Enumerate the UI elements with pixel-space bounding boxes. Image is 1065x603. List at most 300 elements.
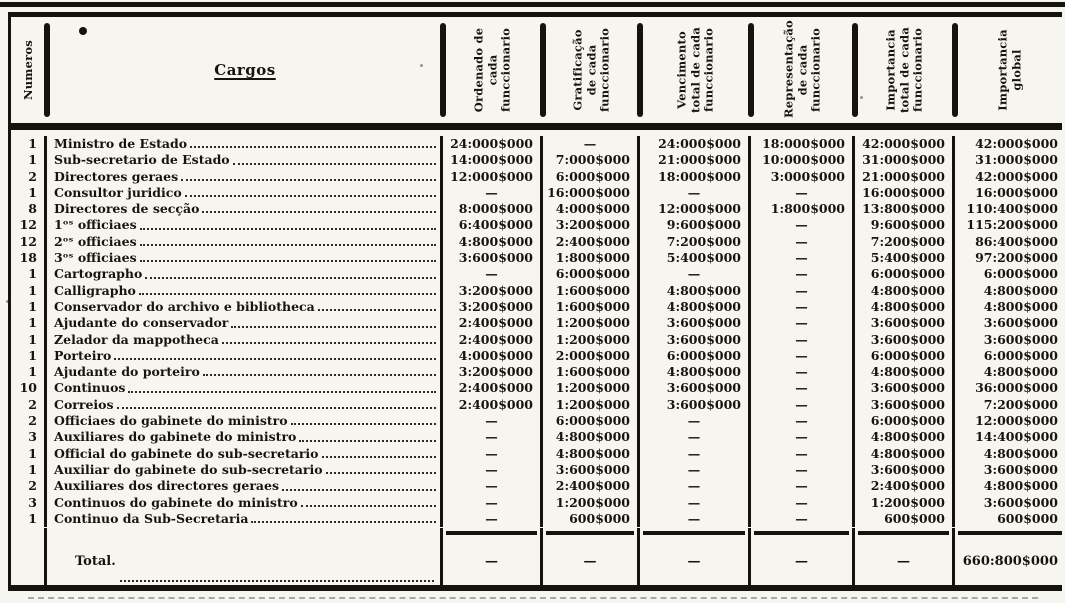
numeros-cell: 1 [11,266,47,282]
cargo-cell [47,201,443,217]
vencimento-cell: 3:600$000 [640,380,751,396]
ordenado-cell: 3:600$000 [443,250,543,266]
importancia-global-cell: 14:400$000 [975,429,1058,445]
importancia-total-cell: 6:000$000 [855,348,955,364]
vencimento-cell: — [640,478,751,494]
representacao-cell: — [751,185,855,201]
cargo-cell [47,478,443,494]
importancia-global-cell: 4:800$000 [983,445,1058,461]
vencimento-cell: 6:000$000 [640,348,751,364]
vencimento-cell: 3:600$000 [640,332,751,348]
total-label-cell [47,528,443,586]
cargo-cell [47,397,443,413]
table-row [11,217,1062,233]
cargo-name: Continuos do gabinete do ministro [54,494,298,510]
ordenado-cell: 14:000$000 [443,152,543,168]
representacao-cell: — [751,495,855,511]
importancia-global-cell: 115:200$000 [966,217,1058,233]
gratificacao-cell: 1:200$000 [543,397,640,413]
gratificacao-cell: 4:000$000 [543,201,640,217]
importancia-global-cell: 6:000$000 [983,347,1058,363]
gratificacao-cell: 1:800$000 [543,250,640,266]
vencimento-cell: 18:000$000 [640,169,751,185]
cargo-name: Auxiliar do gabinete do sub-secretario [54,461,323,477]
dot-leader [190,146,436,148]
cargo-cell [47,332,443,348]
gratificacao-cell: 16:000$000 [543,185,640,201]
dot-leader [318,309,436,311]
vencimento-cell: — [640,495,751,511]
table-row [11,478,1062,494]
importancia-global-cell: 4:800$000 [983,298,1058,314]
cargo-cell [47,169,443,185]
col-header-vencimento-label: Vencimento total de cada funccionario [674,26,716,114]
col-header-importancia-total [855,17,955,123]
cargo-cell [47,250,443,266]
col-header-representacao-label: Representação de cada funccionario [781,20,823,118]
cargo-name: Auxiliares dos directores geraes [54,478,280,494]
importancia-global-cell: 600$000 [997,510,1058,526]
dot-leader [291,423,436,425]
vencimento-cell: — [640,462,751,478]
col-header-cargos-label: Cargos [214,61,276,79]
importancia-total-cell: 31:000$000 [855,152,955,168]
representacao-cell: 1:800$000 [751,201,855,217]
importancia-global-cell: 3:600$000 [983,461,1058,477]
dot-leader [140,260,436,262]
numeros-cell: 1 [11,299,47,315]
vencimento-cell: — [640,446,751,462]
cargo-cell [47,364,443,380]
dot-leader [222,342,436,344]
cargo-cell [47,266,443,282]
cargo-name: Conservador do archivo e bibliotheca [54,298,315,314]
col-header-numeros-label: Numeros [21,40,36,100]
representacao-cell: — [751,429,855,445]
cargo-cell [47,380,443,396]
table-row [11,397,1062,413]
representacao-cell: — [751,413,855,429]
numeros-cell: 2 [11,397,47,413]
cargo-name: Official do gabinete do sub-secretario [54,445,319,461]
importancia-total-cell: 600$000 [855,511,955,527]
dot-leader [233,163,436,165]
vencimento-cell: 7:200$000 [640,234,751,250]
gratificacao-cell: 4:800$000 [543,446,640,462]
importancia-total-cell: 4:800$000 [855,364,955,380]
gratificacao-cell: 1:600$000 [543,299,640,315]
importancia-total-cell: 7:200$000 [855,234,955,250]
ink-speck [6,300,9,303]
table-row [11,250,1062,266]
numeros-cell: 1 [11,462,47,478]
vencimento-cell: 3:600$000 [640,397,751,413]
representacao-cell: 10:000$000 [751,152,855,168]
gratificacao-cell: 2:400$000 [543,234,640,250]
col-header-numeros [11,17,47,123]
dot-leader [120,580,434,582]
numeros-cell: 12 [11,234,47,250]
importancia-global-cell: 97:200$000 [975,250,1058,266]
dot-leader [128,391,436,393]
importancia-total-cell: 5:400$000 [855,250,955,266]
representacao-cell: — [751,511,855,527]
dot-leader [145,277,436,279]
gratificacao-cell: 6:000$000 [543,266,640,282]
total-representacao-cell: — [751,528,855,586]
table-row [11,299,1062,315]
importancia-total-cell: 21:000$000 [855,169,955,185]
table-row [11,429,1062,445]
cargo-name: 2ᵒˢ officiaes [54,233,137,249]
importancia-total-cell: 4:800$000 [855,429,955,445]
importancia-total-cell: 16:000$000 [855,185,955,201]
cargo-name: Sub-secretario de Estado [54,152,230,168]
numeros-cell: 2 [11,413,47,429]
table-row [11,348,1062,364]
ordenado-cell: — [443,462,543,478]
numeros-cell: 1 [11,185,47,201]
dot-leader [231,326,436,328]
gratificacao-cell: 1:200$000 [543,495,640,511]
representacao-cell: 18:000$000 [751,136,855,152]
representacao-cell: — [751,364,855,380]
dot-leader [322,456,436,458]
cargo-cell [47,136,443,152]
table-row [11,495,1062,511]
cargo-name: 3ᵒˢ officiaes [54,250,137,266]
gratificacao-cell: 4:800$000 [543,429,640,445]
cargo-name: Consultor juridico [54,184,182,200]
col-header-gratificacao [543,17,640,123]
cargo-cell [47,495,443,511]
total-gratificacao-cell: — [543,528,640,586]
cargo-cell [47,299,443,315]
cargo-cell [47,462,443,478]
numeros-cell: 18 [11,250,47,266]
total-row [11,528,1062,586]
dot-leader [140,228,436,230]
vencimento-cell: — [640,429,751,445]
col-header-vencimento [640,17,751,123]
gratificacao-cell: 1:200$000 [543,315,640,331]
table-row [11,315,1062,331]
total-vencimento-cell: — [640,528,751,586]
cargo-name: Zelador da mappotheca [54,331,219,347]
vencimento-cell: 24:000$000 [640,136,751,152]
cargo-name: Directores geraes [54,168,179,184]
col-header-importancia-global-label: Importancia global [995,29,1023,111]
vencimento-cell: — [640,413,751,429]
importancia-total-cell: 3:600$000 [855,315,955,331]
ordenado-cell: — [443,429,543,445]
representacao-cell: — [751,266,855,282]
table-row [11,511,1062,527]
importancia-global-cell: 42:000$000 [975,136,1058,151]
vencimento-cell: 9:600$000 [640,217,751,233]
ordenado-cell: 6:400$000 [443,217,543,233]
representacao-cell: — [751,234,855,250]
cargo-cell [47,217,443,233]
ordenado-cell: 3:200$000 [443,364,543,380]
cargo-cell [47,315,443,331]
total-numeros-cell [11,528,47,586]
ordenado-cell: — [443,511,543,527]
ink-speck [860,96,863,99]
representacao-cell: — [751,217,855,233]
cargo-name: Calligrapho [54,282,136,298]
representacao-cell: — [751,250,855,266]
table-row [11,185,1062,201]
representacao-cell: 3:000$000 [751,169,855,185]
table-row [11,234,1062,250]
cargo-cell [47,234,443,250]
numeros-cell: 1 [11,136,47,152]
vencimento-cell: — [640,511,751,527]
vencimento-cell: 4:800$000 [640,299,751,315]
cargo-name: Ajudante do porteiro [54,364,200,380]
table-row [11,283,1062,299]
col-header-importancia-global [955,17,1065,123]
gratificacao-cell: 6:000$000 [543,413,640,429]
importancia-global-cell: 6:000$000 [983,266,1058,282]
numeros-cell: 1 [11,364,47,380]
table-body [11,130,1062,528]
gratificacao-cell: 1:600$000 [543,364,640,380]
representacao-cell: — [751,397,855,413]
ordenado-cell: 2:400$000 [443,380,543,396]
cargo-name: Correios [54,396,114,412]
total-label: Total. [75,554,116,569]
numeros-cell: 2 [11,169,47,185]
ordenado-cell: 3:200$000 [443,299,543,315]
cargo-name: Auxiliares do gabinete do ministro [54,429,297,445]
cargo-cell [47,348,443,364]
importancia-global-cell: 16:000$000 [975,184,1058,200]
ordenado-cell: 4:000$000 [443,348,543,364]
importancia-global-cell: 4:800$000 [983,478,1058,494]
importancia-global-cell: 3:600$000 [983,331,1058,347]
cargo-cell [47,511,443,527]
table-row [11,152,1062,168]
importancia-global-cell: 110:400$000 [966,201,1058,217]
importancia-global-cell: 36:000$000 [975,380,1058,396]
ordenado-cell: — [443,266,543,282]
importancia-total-cell: 3:600$000 [855,332,955,348]
dot-leader [181,179,436,181]
gratificacao-cell: 2:400$000 [543,478,640,494]
dot-leader [117,407,436,409]
cargo-name: Ministro de Estado [54,136,188,151]
importancia-total-cell: 6:000$000 [855,266,955,282]
cargo-name: Ajudante do conservador [54,315,229,331]
importancia-total-cell: 4:800$000 [855,283,955,299]
cargo-name: Continuos [54,380,126,396]
dot-leader [114,358,436,360]
dot-leader [185,195,436,197]
gratificacao-cell: 3:600$000 [543,462,640,478]
importancia-global-cell: 12:000$000 [975,413,1058,429]
dot-leader [282,489,436,491]
importancia-global-cell: 31:000$000 [975,152,1058,168]
importancia-total-cell: 9:600$000 [855,217,955,233]
gratificacao-cell: 3:200$000 [543,217,640,233]
vencimento-cell: — [640,266,751,282]
dot-leader [299,440,436,442]
table-row [11,201,1062,217]
importancia-total-cell: 6:000$000 [855,413,955,429]
cargo-name: Continuo da Sub-Secretaria [54,510,249,526]
ordenado-cell: — [443,478,543,494]
col-header-importancia-total-label: Importancia total de cada funccionario [883,26,925,114]
ordenado-cell: — [443,495,543,511]
ordenado-cell: 4:800$000 [443,234,543,250]
gratificacao-cell: 600$000 [543,511,640,527]
ordenado-cell: 3:200$000 [443,283,543,299]
representacao-cell: — [751,299,855,315]
cargo-name: Cartographo [54,266,143,282]
cargo-cell [47,185,443,201]
col-header-ordenado [443,17,543,123]
col-header-cargos [47,17,443,123]
importancia-total-cell: 3:600$000 [855,397,955,413]
vencimento-cell: 3:600$000 [640,315,751,331]
numeros-cell: 1 [11,152,47,168]
ink-speck [420,64,423,67]
vencimento-cell: 12:000$000 [640,201,751,217]
table-row [11,136,1062,152]
numeros-cell: 1 [11,283,47,299]
total-importancia-global-cell: 660:800$000 [955,528,1065,586]
numeros-cell: 2 [11,478,47,494]
numeros-cell: 1 [11,332,47,348]
cargo-name: Porteiro [54,347,112,363]
vencimento-cell: 4:800$000 [640,283,751,299]
ordenado-cell: 8:000$000 [443,201,543,217]
importancia-global-cell: 7:200$000 [983,396,1058,412]
representacao-cell: — [751,348,855,364]
representacao-cell: — [751,380,855,396]
representacao-cell: — [751,332,855,348]
numeros-cell: 1 [11,511,47,527]
importancia-global-cell: 86:400$000 [975,233,1058,249]
ordenado-cell: 24:000$000 [443,136,543,152]
cargo-cell [47,283,443,299]
gratificacao-cell: 7:000$000 [543,152,640,168]
table-row [11,462,1062,478]
representacao-cell: — [751,478,855,494]
table-row [11,446,1062,462]
dot-leader [203,374,436,376]
table-row [11,413,1062,429]
gratificacao-cell: 1:600$000 [543,283,640,299]
dot-leader [251,521,436,523]
ordenado-cell: — [443,446,543,462]
numeros-cell: 1 [11,315,47,331]
cargo-name: Directores de secção [54,201,200,217]
importancia-global-cell: 4:800$000 [983,282,1058,298]
representacao-cell: — [751,446,855,462]
table-row [11,332,1062,348]
total-importancia-total-cell: — [855,528,955,586]
col-header-representacao [751,17,855,123]
representacao-cell: — [751,315,855,331]
vencimento-cell: 5:400$000 [640,250,751,266]
numeros-cell: 10 [11,380,47,396]
dot-leader [139,293,436,295]
page-top-rule [0,2,1065,7]
cargo-cell [47,446,443,462]
importancia-total-cell: 42:000$000 [855,136,955,152]
table-row [11,364,1062,380]
importancia-total-cell: 4:800$000 [855,299,955,315]
table-header-row [11,17,1062,130]
ordenado-cell: 2:400$000 [443,332,543,348]
dot-leader [326,472,436,474]
gratificacao-cell: 6:000$000 [543,169,640,185]
gratificacao-cell: — [543,136,640,152]
vencimento-cell: 4:800$000 [640,364,751,380]
gratificacao-cell: 2:000$000 [543,348,640,364]
representacao-cell: — [751,283,855,299]
table-row [11,169,1062,185]
page-bottom-smudge [28,597,1038,599]
ink-blot [79,27,87,35]
importancia-total-cell: 4:800$000 [855,446,955,462]
importancia-total-cell: 3:600$000 [855,462,955,478]
importancia-global-cell: 4:800$000 [983,364,1058,380]
col-header-gratificacao-label: Gratificação de cada funccionario [570,27,612,113]
representacao-cell: — [751,462,855,478]
table-row [11,266,1062,282]
dot-leader [140,244,436,246]
col-header-ordenado-label: Ordenado de cada funccionario [471,27,513,113]
importancia-total-cell: 13:800$000 [855,201,955,217]
importancia-global-cell: 3:600$000 [983,315,1058,331]
ordenado-cell: 12:000$000 [443,169,543,185]
importancia-global-cell: 42:000$000 [975,168,1058,184]
gratificacao-cell: 1:200$000 [543,380,640,396]
dot-leader [202,211,436,213]
cargo-cell [47,429,443,445]
cargo-name: Officiaes do gabinete do ministro [54,413,288,429]
numeros-cell: 1 [11,446,47,462]
dot-leader [301,505,436,507]
ordenado-cell: — [443,185,543,201]
numeros-cell: 8 [11,201,47,217]
importancia-total-cell: 2:400$000 [855,478,955,494]
numeros-cell: 1 [11,348,47,364]
table-row [11,380,1062,396]
numeros-cell: 3 [11,429,47,445]
vencimento-cell: — [640,185,751,201]
gratificacao-cell: 1:200$000 [543,332,640,348]
cargo-cell [47,152,443,168]
importancia-global-cell: 3:600$000 [983,494,1058,510]
numeros-cell: 3 [11,495,47,511]
ordenado-cell: 2:400$000 [443,315,543,331]
salary-table [8,12,1062,591]
numeros-cell: 12 [11,217,47,233]
ordenado-cell: 2:400$000 [443,397,543,413]
cargo-name: 1ᵒˢ officiaes [54,217,137,233]
importancia-total-cell: 3:600$000 [855,380,955,396]
importancia-total-cell: 1:200$000 [855,495,955,511]
ordenado-cell: — [443,413,543,429]
cargo-cell [47,413,443,429]
total-ordenado-cell: — [443,528,543,586]
vencimento-cell: 21:000$000 [640,152,751,168]
